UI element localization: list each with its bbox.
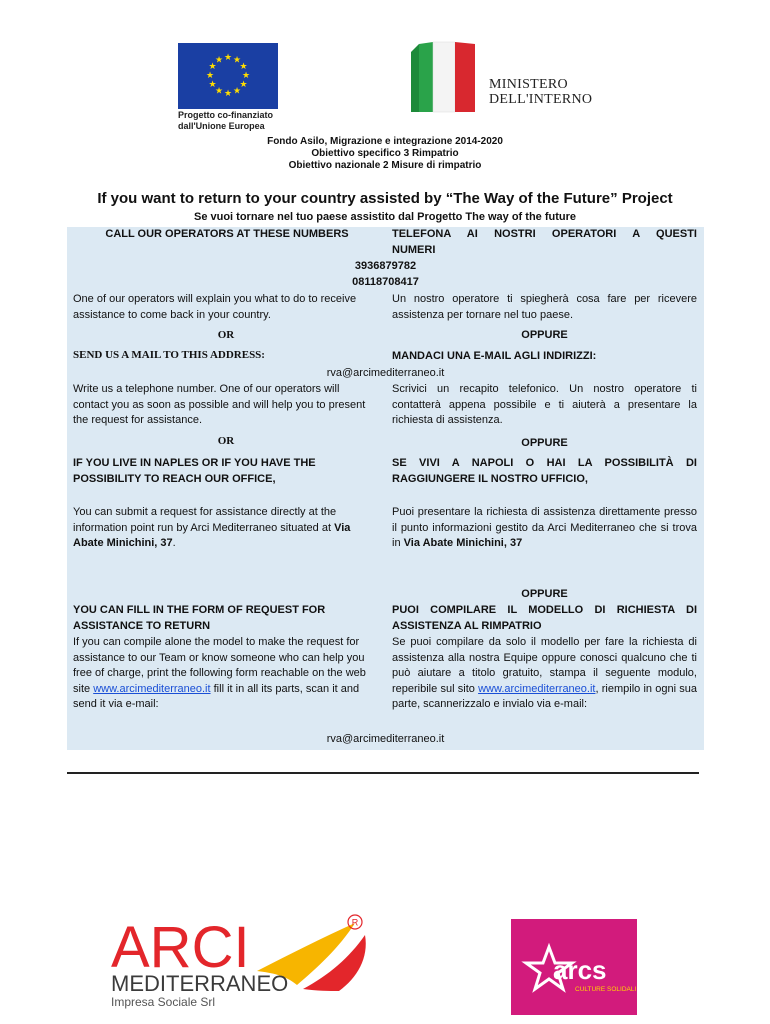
call-heading-it-line2: NUMERI <box>392 244 436 256</box>
arcs-logo-subtext: CULTURE SOLIDALI <box>575 986 637 993</box>
mail-body-it: Scrivici un recapito telefonico. Un nostro operatore ti contatterà appena possibile e ti aiuterà a presentare la richiesta di assistenza. <box>392 383 697 426</box>
phone-number-1[interactable]: 3936879782 <box>354 260 417 272</box>
naples-heading-it: SE VIVI A NAPOLI O HAI LA POSSIBILITÀ DI RAGGIUNGERE IL NOSTRO UFFICIO, <box>392 457 697 485</box>
call-body-it: Un nostro operatore ti spiegherà cosa fare per ricevere assistenza per tornare nel tuo paese. <box>392 293 697 321</box>
naples-body-it: Puoi presentare la richiesta di assistenza direttamente presso il punto informazioni gestito da Arci Mediterraneo che si trova in Via Abate Minichini, 37 <box>392 506 697 549</box>
arci-logo-subtext: MEDITERRANEO <box>111 971 289 996</box>
form-body-it: Se puoi compilare da solo il modello per fare la richiesta di assistenza alla nostra Equipe oppure conosci qualcuno che ti può aiutare a titolo gratuito, stampa il seguente modulo, reperibile sul sito www.arcimediterraneo.it, riempilo in ogni sua parte, scannerizzalo e invialo via e-mail: <box>392 636 698 710</box>
naples-heading-en: IF YOU LIVE IN NAPLES OR IF YOU HAVE THE POSSIBILITY TO REACH OUR OFFICE, <box>73 457 316 485</box>
svg-text:★: ★ <box>223 53 233 63</box>
arcs-logo <box>511 919 637 1015</box>
naples-address-it: Via Abate Minichini, 37 <box>403 537 523 549</box>
oppure-label-2: OPPURE <box>521 437 568 449</box>
page-title: If you want to return to your country assisted by “The Way of the Future” Project <box>97 190 673 207</box>
mail-heading-en: SEND US A MAIL TO THIS ADDRESS: <box>73 349 265 361</box>
svg-text:★: ★ <box>214 86 224 97</box>
call-heading-en: CALL OUR OPERATORS AT THESE NUMBERS <box>105 228 349 240</box>
or-label-1: OR <box>217 329 235 341</box>
arci-mediterraneo-logo <box>107 913 387 1011</box>
ministry-line1: MINISTERO <box>489 77 568 92</box>
oppure-label-3: OPPURE <box>521 588 568 600</box>
arcs-logo-text: arcs <box>553 955 607 985</box>
svg-text:★: ★ <box>232 55 242 66</box>
svg-text:★: ★ <box>239 80 248 90</box>
eu-caption-line1: Progetto co-finanziato <box>178 110 273 120</box>
website-link-it[interactable]: www.arcimediterraneo.it <box>478 682 596 695</box>
website-link-en[interactable]: www.arcimediterraneo.it <box>93 682 211 695</box>
eu-stars-icon <box>178 43 278 109</box>
mail-body-en: Write us a telephone number. One of our operators will contact you as soon as possible and will help you to present the request for assistance. <box>73 383 366 426</box>
arci-logo-subtext-2: Impresa Sociale Srl <box>111 995 216 1009</box>
form-heading-en: YOU CAN FILL IN THE FORM OF REQUEST FOR ASSISTANCE TO RETURN <box>73 604 326 632</box>
svg-text:★: ★ <box>232 86 242 97</box>
svg-text:★: ★ <box>208 80 217 90</box>
call-heading-it-line1: TELEFONA AI NOSTRI OPERATORI A QUESTI <box>392 228 697 240</box>
divider-line <box>67 772 699 774</box>
eu-flag-logo <box>178 43 278 109</box>
phone-number-2[interactable]: 08118708417 <box>352 276 419 288</box>
page-subtitle: Se vuoi tornare nel tuo paese assistito dal Progetto The way of the future <box>193 211 576 223</box>
fund-line1: Fondo Asilo, Migrazione e integrazione 2014-2020 <box>267 136 503 147</box>
italy-ministry-flag-icon <box>409 40 485 116</box>
oppure-label-1: OPPURE <box>521 329 568 341</box>
naples-address-en: Via Abate Minichini, 37 <box>73 521 351 549</box>
naples-body-en: You can submit a request for assistance directly at the information point run by Arci Mediterraneo situated at Via Abate Minichini, 37. <box>73 506 351 549</box>
fund-line2: Obiettivo specifico 3 Rimpatrio <box>311 148 459 159</box>
content-panel <box>67 227 704 750</box>
fund-info <box>0 136 770 172</box>
ministry-name <box>489 77 592 107</box>
mail-heading-it: MANDACI UNA E-MAIL AGLI INDIRIZZI: <box>392 350 597 362</box>
form-heading-it: PUOI COMPILARE IL MODELLO DI RICHIESTA DI ASSISTENZA AL RIMPATRIO <box>392 604 697 632</box>
fund-line3: Obiettivo nazionale 2 Misure di rimpatrio <box>288 160 482 171</box>
svg-text:★: ★ <box>239 62 248 72</box>
email-address[interactable]: rva@arcimediterraneo.it <box>326 367 445 379</box>
svg-text:★: ★ <box>205 71 215 81</box>
eu-caption <box>178 110 318 132</box>
ministry-line2: DELL'INTERNO <box>489 92 593 107</box>
call-body-en: One of our operators will explain you what to do to receive assistance to come back in your country. <box>73 293 357 321</box>
svg-text:★: ★ <box>214 55 224 66</box>
arci-logo-text: ARCI <box>111 915 250 980</box>
svg-text:★: ★ <box>241 71 251 81</box>
svg-text:★: ★ <box>223 89 233 99</box>
or-label-2: OR <box>217 435 235 447</box>
registered-mark: R <box>351 917 359 928</box>
eu-caption-line2: dall'Unione Europea <box>178 121 265 131</box>
form-body-en: If you can compile alone the model to make the request for assistance to our Team or know someone who can help you free of charge, print the following form reachable on the web site www.arcimediterraneo.it fill it in all its parts, scan it and send it via e-mail: <box>73 636 366 710</box>
form-email-address[interactable]: rva@arcimediterraneo.it <box>326 733 445 745</box>
svg-text:★: ★ <box>208 62 217 72</box>
